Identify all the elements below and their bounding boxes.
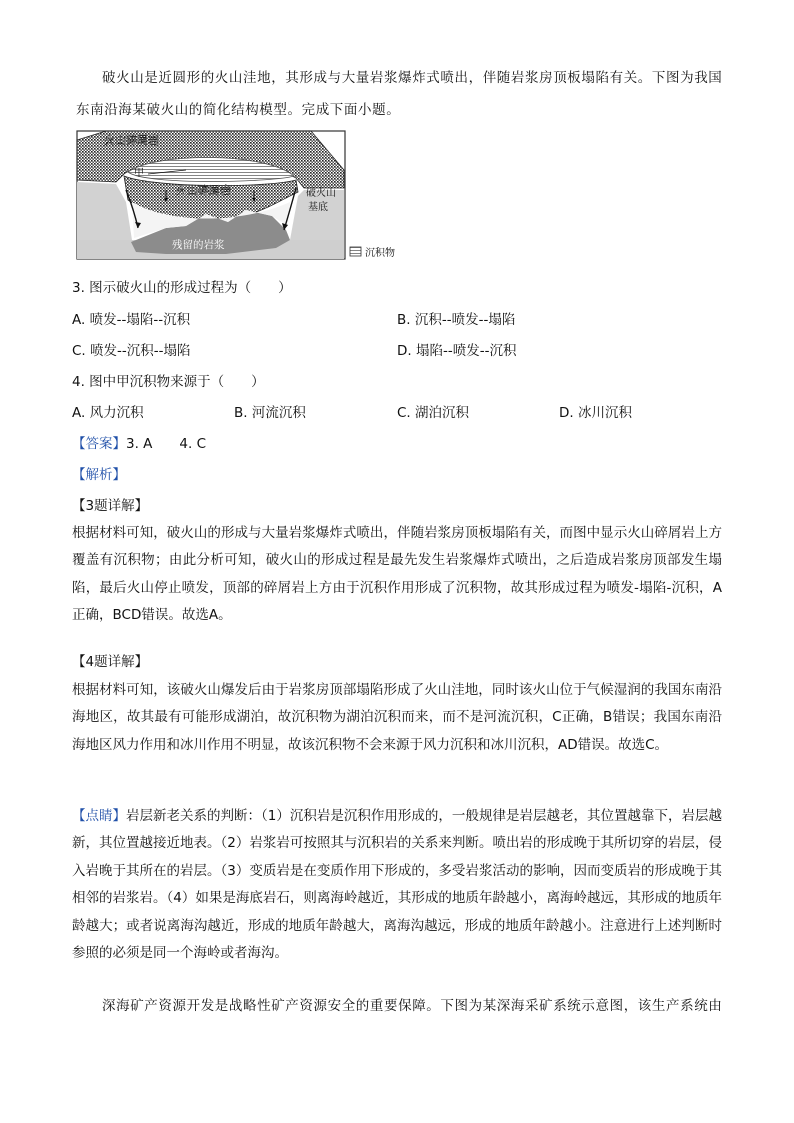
q3-option-d: D. 塌陷--喷发--沉积 <box>397 343 517 359</box>
detail3-heading: 【3题详解】 <box>72 498 149 514</box>
intro-line-1: 破火山是近圆形的火山洼地，其形成与大量岩浆爆炸式喷出，伴随岩浆房顶板塌陷有关。下图为我国 <box>102 70 723 86</box>
analysis-label: 【解析】 <box>72 467 126 483</box>
detail4-heading: 【4题详解】 <box>72 654 149 670</box>
legend-sediment-swatch <box>350 247 361 256</box>
q3-stem: 3. 图示破火山的形成过程为（ ） <box>72 280 292 296</box>
label-top-clastic: 火山碎屑岩 <box>104 134 159 147</box>
next-intro: 深海矿产资源开发是战略性矿产资源安全的重要保障。下图为某深海采矿系统示意图，该生产系统由 <box>102 998 723 1014</box>
q4-stem: 4. 图中甲沉积物来源于（ ） <box>72 374 265 390</box>
answer-row <box>72 432 206 452</box>
tip-text: 岩层新老关系的判断：（1）沉积岩是沉积作用形成的，一般规律是岩层越老，其位置越靠下，岩层越新，其位置越接近地表。（2）岩浆岩可按照其与沉积岩的关系来判断。喷出岩的形成晚于其所切穿的岩层，侵入岩晚于其所在的岩层。（3）变质岩是在变质作用下形成的，多受岩浆活动的影响，因而变质岩的形成晚于其相邻的岩浆岩。（4）如果是海底岩石，则离海岭越近，其形成的地质年龄越小，离海岭越远，其形成的地质年龄越大；或者说离海沟越近，形成的地质年龄越大，离海沟越远，形成的地质年龄越小。注意进行上述判断时参照的必须是同一个海岭或者海沟。 <box>72 808 722 962</box>
q3-option-b: B. 沉积--喷发--塌陷 <box>397 312 516 328</box>
label-base-1: 破火山 <box>306 188 336 199</box>
label-magma: 残留的岩浆 <box>172 239 225 251</box>
tip-key: 【点睛】 <box>72 808 127 824</box>
detail4-text: 根据材料可知，该破火山爆发后由于岩浆房顶部塌陷形成了火山洼地，同时该火山位于气候湿润的我国东南沿海地区，故其最有可能形成湖泊，故沉积物为湖泊沉积而来，而不是河流沉积，C正确，B错误；我国东南沿海地区风力作用和冰川作用不明显，故该沉积物不会来源于风力沉积和冰川沉积，AD错误。故选C。 <box>72 682 722 753</box>
answer-value: 3. A 4. C <box>126 436 207 452</box>
q4-option-b: B. 河流沉积 <box>234 405 306 421</box>
caldera-figure <box>76 130 436 262</box>
q3-option-a: A. 喷发--塌陷--沉积 <box>72 312 191 328</box>
answer-key: 【答案】 <box>72 436 126 452</box>
q4-option-d: D. 冰川沉积 <box>559 405 632 421</box>
tip-paragraph <box>72 803 722 967</box>
label-mid-clastic: 火山碎屑岩 <box>176 184 231 197</box>
q4-option-c: C. 湖泊沉积 <box>397 405 470 421</box>
legend-sediment-label: 沉积物 <box>365 248 395 259</box>
label-jia: 甲 <box>134 168 144 179</box>
intro-line-2: 东南沿海某破火山的简化结构模型。完成下面小题。 <box>76 102 401 118</box>
caldera-diagram <box>76 130 436 262</box>
detail3-text: 根据材料可知，破火山的形成与大量岩浆爆炸式喷出，伴随岩浆房顶板塌陷有关，而图中显示火山碎屑岩上方覆盖有沉积物；由此分析可知，破火山的形成过程是最先发生岩浆爆炸式喷出，之后造成岩浆房顶部发生塌陷，最后火山停止喷发，顶部的碎屑岩上方由于沉积作用形成了沉积物，故其形成过程为喷发-塌陷-沉积，A正确，BCD错误。故选A。 <box>72 525 722 624</box>
q3-option-c: C. 喷发--沉积--塌陷 <box>72 343 191 359</box>
label-base-2: 基底 <box>308 202 328 213</box>
q4-option-a: A. 风力沉积 <box>72 405 144 421</box>
